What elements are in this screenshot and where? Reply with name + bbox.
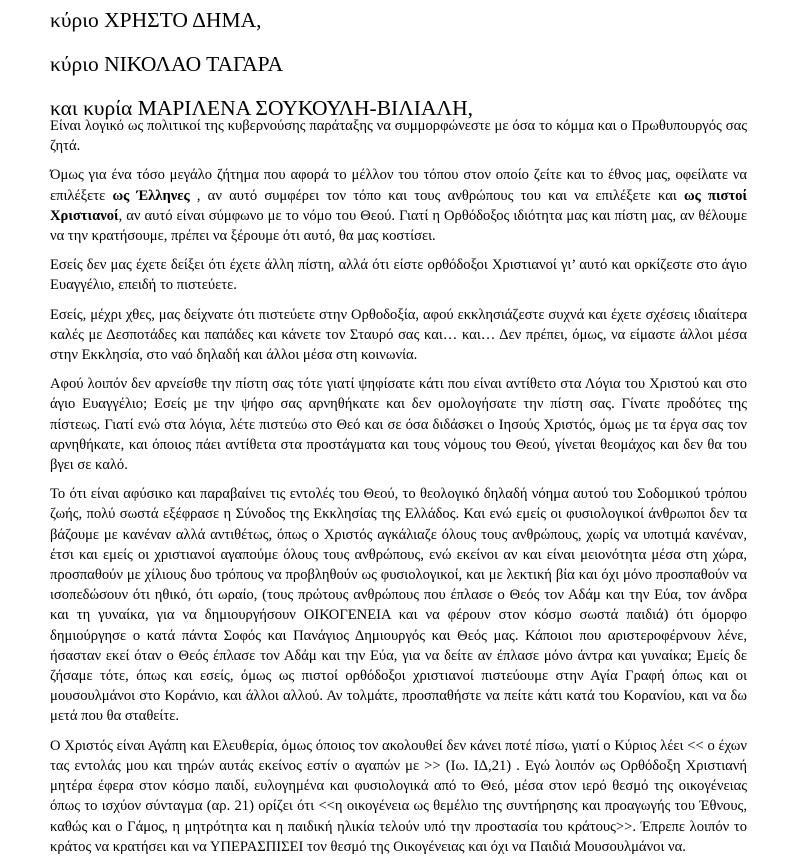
addressee-line: και κυρία ΜΑΡΙΛΕΝΑ ΣΟΥΚΟΥΛΗ-ΒΙΛΙΑΛΗ, [50,96,473,120]
paragraph: Αφού λοιπόν δεν αρνείσθε την πίστη σας τότε γιατί ψηφίσατε κάτι που είναι αντίθετο στα Λόγια του Χριστού και στο άγιο Ευαγγέλιο; Εσείς με την ψήφο σας αρνηθήκατε και δεν ομολογήσατε την πίστη σας. Γίνατε προδότες της πίστεως. Γιατί ενώ στα λόγια, λέτε πιστεύω στο Θεό και σε όσα διδάσκει ο Ιησούς Χριστός, όμως με τα έργα σας τον αρνηθήκατε, και όποιος πάει αντίθετα στα προστάγματα και τους νόμους του Θεού, γίνεται θεομάχος και δεν θα του βγει σε καλό. [50,376,747,474]
bold-phrase: ως Έλληνες [112,187,190,204]
paragraph-text: , αν αυτό είναι σύμφωνο με το νόμο του Θεού. Γιατί η Ορθόδοξος ιδιότητα μας και πίστη μας, αν θέλουμε να την κρατήσουμε, πρέπει να ξέρουμε ότι αυτό, θα μας κοστίσει. [50,207,747,245]
paragraph [50,165,747,246]
bold-phrase: ως πιστοί Χριστιανοί [50,187,747,224]
addressee-line: κύριο ΝΙΚΟΛΑΟ ΤΑΓΑΡΑ [50,52,284,76]
paragraph: Ο Χριστός είναι Αγάπη και Ελευθερία, όμως όποιος τον ακολουθεί δεν κάνει ποτέ πίσω, γιατί ο Κύριος λέει << ο έχων τας εντολάς μου και τηρών αυτάς εκείνος εστίν ο αγαπών με >> (Ιω. ΙΔ,21) . Εγώ λοιπόν ως Ορθόδοξη Χριστιανή μητέρα έφερα στον κόσμο παιδί, ευλογημένα και φυσιολογικά από το Θεό, μέσα στον ιερό θεσμό της οικογένειας όπως το ισχύον σύνταγμα (αρ. 21) ορίζει ότι <<η οικογένεια ως θεμέλιο της συντήρησης και προαγωγής του Έθνους, καθώς και ο Γάμος, η μητρότητα και η παιδική ηλικία τελούν υπό την προστασία του κράτους>>. Έπρεπε λοιπόν το κράτος να κρατήσει και να ΥΠΕΡΑΣΠΙΣΕΙ τον θεσμό της Οικογένειας και όχι να Παιδιά Μουσουλμάνοι να. [50,737,747,855]
paragraph: Το ότι είναι αφύσικο και παραβαίνει τις εντολές του Θεού, το θεολογικό δηλαδή νόημα αυτού του Σοδομικού τρόπου ζωής, πολύ σωστά εξέφρασε η Σύνοδος της Εκκλησίας της Ελλάδος. Και ενώ εμείς οι φυσιολογικοί άνθρωποι δεν τα βάζουμε με κανέναν αλλά αντιθέτως, όπως ο Χριστός αγκάλιαζε όλους τους ανθρώπους, χωρίς να υποτιμά κανέναν, έτσι και εμείς οι χριστιανοί αγαπούμε όλους τους ανθρώπους, ενώ εκείνοι αν και είναι μειονότητα μέσα στη χώρα, προσπαθούν με χίλιους δυο τρόπους να προβληθούν ως φυσιολογικοί, και με λεκτική βία και όχι μόνο προσπαθούν να ισοπεδώσουν ότι ηθικό, ότι ωραίο, (τους πρώτους ανθρώπους που έπλασε ο Θεός τον Αδάμ και την Εύα, τον άνδρα και τη γυναίκα, για να δημιουργήσουν ΟΙΚΟΓΕΝΕΙΑ και να φέρουν στον κόσμο σωστά παιδιά) ότι όμορφο δημιούργησε ο κατά πάντα Σοφός και Πανάγιος Δημιουργός και Θεός μας. Κάποιοι που αριστεροφέρνουν λένε, ήσασταν εκεί όταν ο Θεός έπλασε τον Αδάμ και την Εύα, για να δείτε αν έπλασε μόνο άντρα και γυναίκα; Εμείς δε ζήσαμε τότε, όπως και εσείς, όμως ως πιστοί ορθόδοξοι χριστιανοί πιστεύουμε στην Αγία Γραφή όπως και οι μουσουλμάνοι στο Κοράνιο, και άλλοι αλλού. Αν τολμάτε, προσπαθήστε να πείτε κάτι κατά του Κορανίου, και να δω μετά που θα σταθείτε. [50,486,747,725]
paragraph: Εσείς, μέχρι χθες, μας δείχνατε ότι πιστεύετε στην Ορθοδοξία, αφού εκκλησιάζεστε συχνά και έχετε σχέσεις ιδιαίτερα καλές με Δεσποτάδες και παπάδες και κάνετε τον Σταυρό σας και… και… Δεν πρέπει, όμως, να είμαστε άλλοι μέσα στην Εκκλησία, στο ναό δηλαδή και άλλοι μέσα στη κοινωνία. [50,306,747,364]
paragraph-text: , αν αυτό συμφέρει τον τόπο και τους ανθρώπους του και να επιλέξετε και [189,187,684,204]
paragraph: Είναι λογικό ως πολιτικοί της κυβερνούσης παράταξης να συμμορφώνεστε με όσα το κόμμα και ο Πρωθυπουργός σας ζητά. [50,118,747,155]
letter-body [50,116,747,859]
addressee-line: κύριο ΧΡΗΣΤΟ ΔΗΜΑ, [50,8,262,32]
paragraph: Εσείς δεν μας έχετε δείξει ότι έχετε άλλη πίστη, αλλά ότι είστε ορθόδοξοι Χριστιανοί γι’ αυτό και ορκίζεστε στο άγιο Ευαγγέλιο, επειδή το πιστεύετε. [50,257,747,294]
paragraph-text: Όμως για ένα τόσο μεγάλο ζήτημα που αφορά το μέλλον του τόπου στον οποίο ζείτε και το έθνος μας, οφείλατε να επιλέξετε [50,167,747,204]
